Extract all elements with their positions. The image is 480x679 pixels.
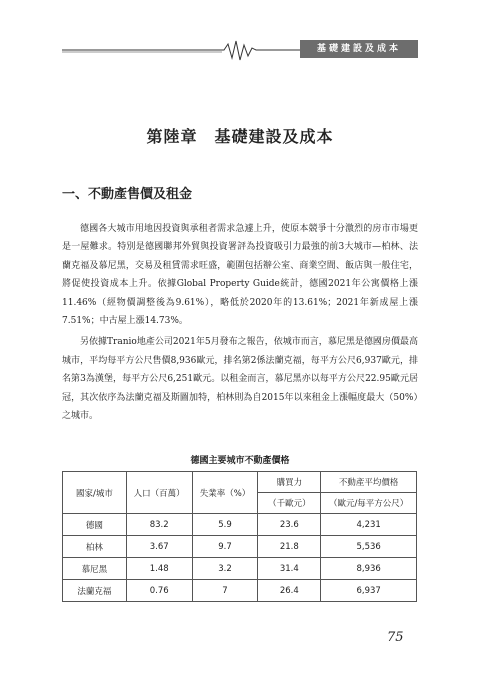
header-chapter-tab: 基礎建設及成本 — [300, 40, 418, 58]
cell-purchasing-power: 31.4 — [258, 558, 321, 580]
section-heading: 一、不動產售價及租金 — [62, 187, 193, 202]
cell-city: 慕尼黑 — [63, 558, 127, 580]
col-header-price: 不動產平均價格 — [321, 472, 417, 493]
cell-unemployment: 9.7 — [192, 536, 258, 558]
cell-population: 3.67 — [126, 536, 192, 558]
cell-price: 6,937 — [321, 580, 417, 602]
table-row — [63, 536, 417, 558]
cell-purchasing-power: 21.8 — [258, 536, 321, 558]
cell-purchasing-power: 26.4 — [258, 580, 321, 602]
cell-population: 83.2 — [126, 514, 192, 536]
page-number: 75 — [387, 630, 404, 645]
paragraph: 另依據Tranio地產公司2021年5月發布之報告，依城市而言，慕尼黑是德國房價最高城市，平均每平方公尺售價8,936歐元，排名第2係法蘭克福，每平方公尺6,937歐元，排名第3為漢堡，每平方公尺6,251歐元。以租金而言，慕尼黑亦以每平方公尺22.95歐元居冠，其次依序為法蘭克福及斯圖加特，柏林則為自2015年以來租金上漲幅度最大（50%）之城市。 — [62, 337, 418, 422]
paragraph: 德國各大城市用地因投資與承租者需求急遽上升，使原本競爭十分激烈的房市市場更是一屋難求。特別是德國聯邦外貿與投資署評為投資吸引力最強的前3大城市—柏林、法蘭克福及慕尼黑，交易及租賃需求旺盛，範圍包括辦公室、商業空間、飯店與一般住宅，將促使投資成本上升。依據Global Property Guide統計，德國2021年公寓價格上漲11.46%（經物價調整後為9.61%），略低於2020年的13.61%；2021年新成屋上漲7.51%；中古屋上漲14.73%。 — [62, 224, 418, 327]
cell-price: 5,536 — [321, 536, 417, 558]
cell-population: 1.48 — [126, 558, 192, 580]
col-header-unemployment: 失業率（%） — [192, 472, 258, 514]
body-text — [62, 220, 418, 428]
col-header-price-unit: （歐元/每平方公尺） — [321, 493, 417, 514]
cell-unemployment: 7 — [192, 580, 258, 602]
running-header — [62, 36, 418, 64]
table-caption: 德國主要城市不動產價格 — [190, 456, 290, 466]
col-header-city: 國家/城市 — [63, 472, 127, 514]
real-estate-price-table — [62, 471, 417, 602]
cell-unemployment: 3.2 — [192, 558, 258, 580]
cell-purchasing-power: 23.6 — [258, 514, 321, 536]
cell-city: 德國 — [63, 514, 127, 536]
cell-population: 0.76 — [126, 580, 192, 602]
cell-price: 4,231 — [321, 514, 417, 536]
chapter-title: 第陸章 基礎建設及成本 — [146, 127, 334, 146]
heartbeat-line-icon — [62, 36, 302, 64]
cell-city: 法蘭克福 — [63, 580, 127, 602]
table-row — [63, 580, 417, 602]
cell-price: 8,936 — [321, 558, 417, 580]
cell-city: 柏林 — [63, 536, 127, 558]
col-header-population: 人口（百萬） — [126, 472, 192, 514]
col-header-purchasing-power: 購買力 — [258, 472, 321, 493]
cell-unemployment: 5.9 — [192, 514, 258, 536]
table-row — [63, 558, 417, 580]
col-header-purchasing-power-unit: （千歐元） — [258, 493, 321, 514]
table-row — [63, 514, 417, 536]
